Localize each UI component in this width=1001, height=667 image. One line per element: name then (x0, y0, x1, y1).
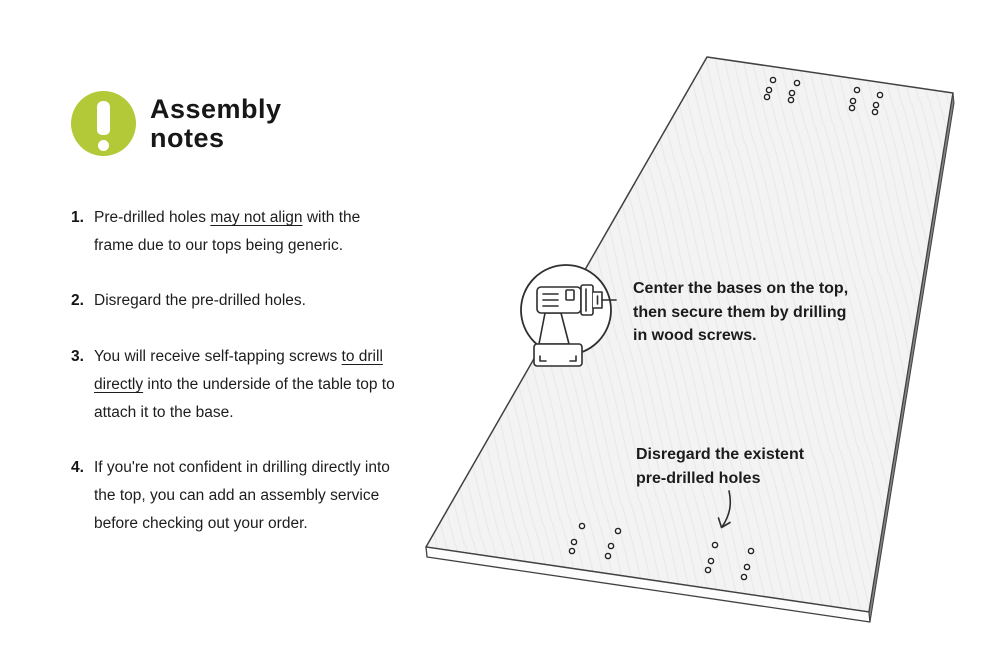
hole (877, 92, 882, 97)
hole (789, 90, 794, 95)
note-text: If you're not confident in drilling directly into the top, you can add an assembly service before checking out your order. (94, 459, 390, 532)
hole (764, 94, 769, 99)
callout-drill-line: Center the bases on the top, (633, 280, 849, 297)
hole (571, 539, 576, 544)
callout-drill-line: in wood screws. (633, 327, 757, 344)
hole (705, 567, 710, 572)
hole (708, 558, 713, 563)
note-text: Pre-drilled holes may not align with the frame due to our tops being generic. (94, 209, 361, 254)
hole (850, 98, 855, 103)
hole (615, 528, 620, 533)
hole (744, 564, 749, 569)
hole (854, 87, 859, 92)
hole (579, 523, 584, 528)
hole (794, 80, 799, 85)
hole (608, 543, 613, 548)
hole (788, 97, 793, 102)
note-text: You will receive self-tapping screws to drill directly into the underside of the table top to attach it to the base. (94, 348, 395, 421)
hole (605, 553, 610, 558)
hole (748, 548, 753, 553)
hole (770, 77, 775, 82)
callout-drill (633, 277, 848, 348)
callout-disregard-line: pre-drilled holes (636, 469, 761, 487)
note-number: 3. (71, 348, 84, 365)
hole (741, 574, 746, 579)
hole (872, 109, 877, 114)
note-number: 4. (71, 459, 84, 476)
callout-drill-line: then secure them by drilling (633, 303, 847, 321)
hole (569, 548, 574, 553)
hole (712, 542, 717, 547)
note-text: Disregard the pre-drilled holes. (94, 292, 306, 309)
note-number: 1. (71, 209, 84, 226)
callout-disregard (636, 443, 804, 490)
page-title-line1: Assembly (150, 94, 282, 124)
note-number: 2. (71, 292, 84, 309)
callout-disregard-line: Disregard the existent (636, 446, 805, 463)
hole (766, 87, 771, 92)
hole (849, 105, 854, 110)
page-title-line2: notes (150, 123, 225, 153)
hole (873, 102, 878, 107)
